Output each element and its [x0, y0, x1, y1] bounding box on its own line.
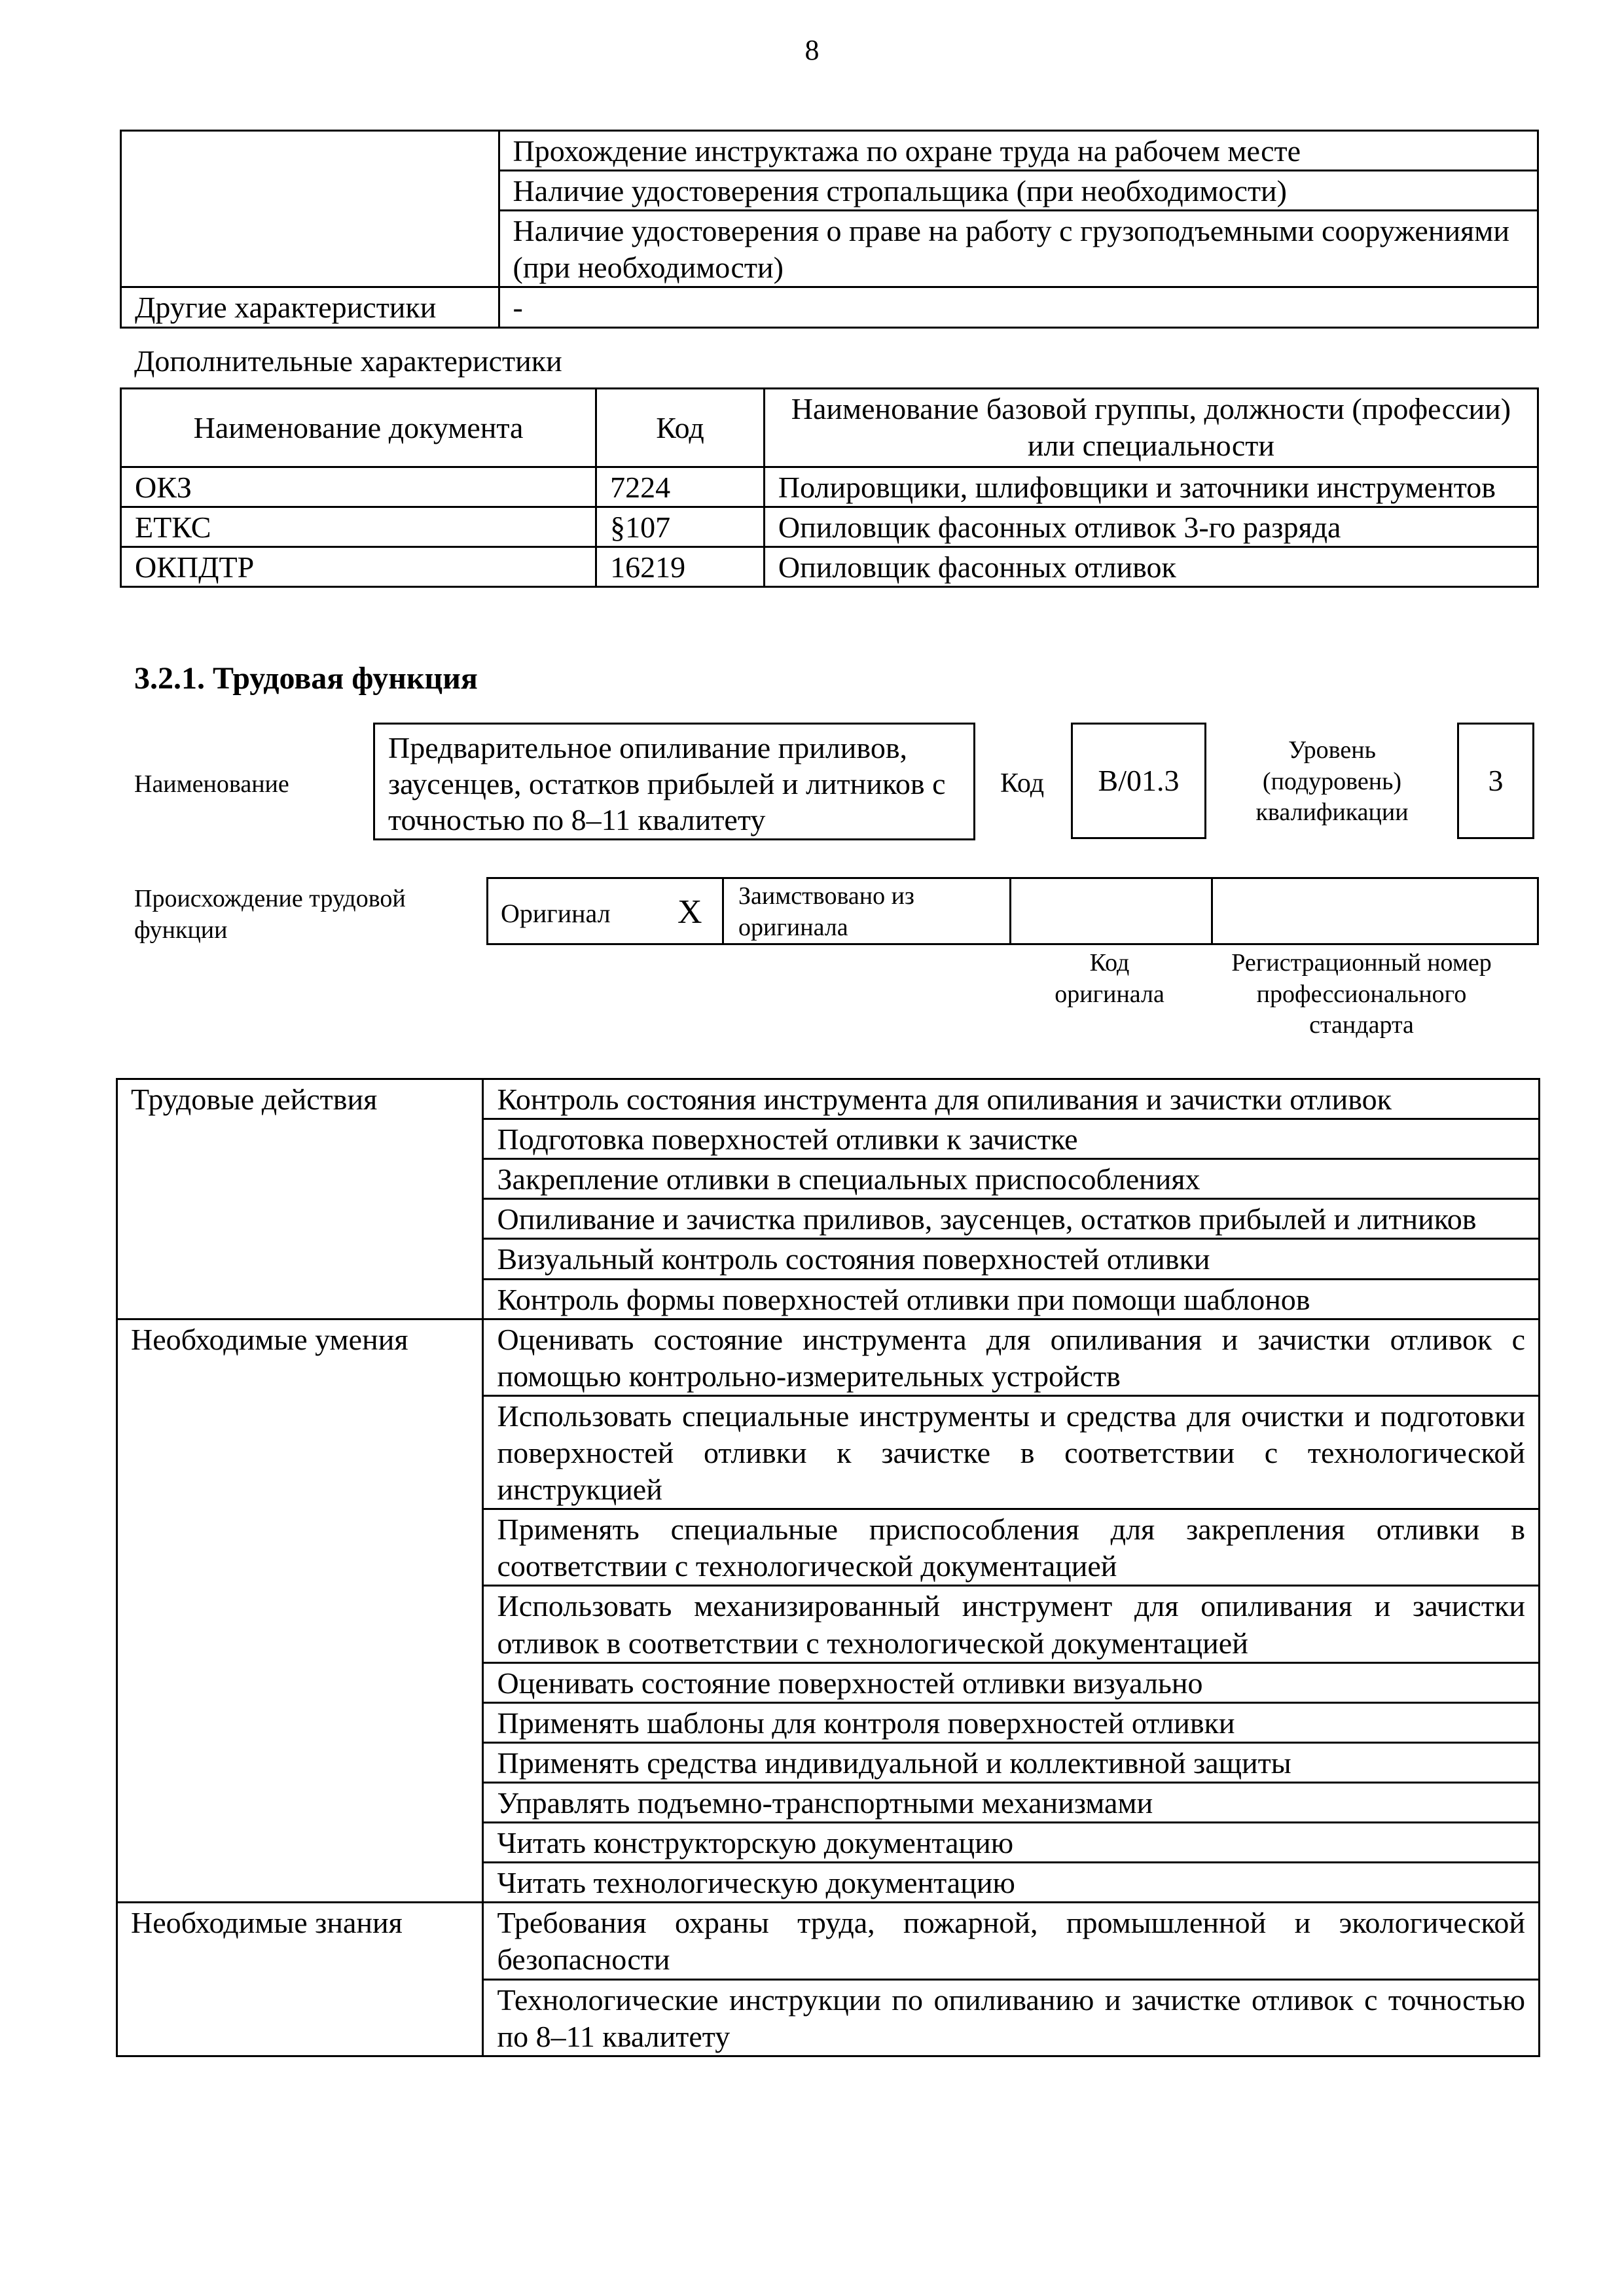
page-number: 8 — [804, 34, 820, 66]
top-requirements-table — [120, 130, 1539, 329]
requirement-item: Наличие удостоверения о праве на работу с грузоподъемными сооружениями (при необходимости) — [499, 211, 1538, 287]
table-row: Опиливание и зачистка приливов, заусенцев, остатков прибылей и литников — [483, 1199, 1540, 1239]
origin-borrowed-label: Заимствовано из оригинала — [738, 882, 914, 941]
origin-row — [486, 877, 1539, 945]
table-row: Читать технологическую документацию — [483, 1863, 1540, 1903]
table-row: Использовать механизированный инструмент для опиливания и зачистки отливок в соответствии с технологической документацией — [483, 1586, 1540, 1662]
section-label: Трудовые действия — [117, 1079, 483, 1319]
function-name-value: Предварительное опиливание приливов, заусенцев, остатков прибылей и литников с точностью по 8–11 квалитету — [388, 731, 946, 837]
header-code: Код — [596, 389, 765, 467]
table-row: Визуальный контроль состояния поверхностей отливки — [483, 1239, 1540, 1279]
table-row: Контроль состояния инструмента для опиливания и зачистки отливок — [483, 1079, 1540, 1119]
table-row: Оценивать состояние поверхностей отливки визуально — [483, 1662, 1540, 1702]
empty-label-cell — [121, 131, 499, 287]
function-name-label: Наименование — [134, 770, 289, 798]
table-row: Требования охраны труда, пожарной, промышленной и экологической безопасности — [483, 1903, 1540, 1979]
table-row: Оценивать состояние инструмента для опиливания и зачистки отливок с помощью контрольно-измерительных устройств — [483, 1319, 1540, 1395]
origin-mark: X — [677, 893, 702, 931]
section-label: Необходимые умения — [117, 1319, 483, 1903]
qualification-level-label: Уровень (подуровень) квалификации — [1255, 736, 1409, 826]
table-row: Технологические инструкции по опиливанию и зачистке отливок с точностью по 8–11 квалитету — [483, 1979, 1540, 2056]
code-cell: 16219 — [596, 547, 765, 587]
labor-function-table — [116, 1078, 1540, 2057]
origin-divider — [1009, 877, 1011, 945]
origin-registration-caption: Регистрационный номер профессионального стандарта — [1231, 949, 1492, 1039]
additional-characteristics-table — [120, 387, 1539, 588]
table-row: Применять специальные приспособления для закрепления отливки в соответствии с технологической документацией — [483, 1509, 1540, 1586]
table-row: Применять шаблоны для контроля поверхностей отливки — [483, 1702, 1540, 1742]
origin-code-caption: Код оригинала — [1055, 949, 1164, 1008]
table-row: Применять средства индивидуальной и коллективной защиты — [483, 1742, 1540, 1782]
header-name: Наименование базовой группы, должности (профессии) или специальности — [764, 389, 1538, 467]
name-cell: Полировщики, шлифовщики и заточники инструментов — [764, 467, 1538, 507]
section-label: Необходимые знания — [117, 1903, 483, 2056]
name-cell: Опиловщик фасонных отливок 3-го разряда — [764, 507, 1538, 547]
requirement-item: Наличие удостоверения стропальщика (при необходимости) — [499, 171, 1538, 211]
qualification-level-value: 3 — [1488, 763, 1504, 797]
doc-cell: ОКПДТР — [121, 547, 596, 587]
function-name-box — [373, 723, 975, 840]
doc-cell: ЕТКС — [121, 507, 596, 547]
function-code-label: Код — [1000, 768, 1045, 798]
origin-original-label: Оригинал — [501, 899, 611, 928]
function-heading: 3.2.1. Трудовая функция — [134, 661, 478, 696]
origin-divider — [722, 877, 724, 945]
table-row: Контроль формы поверхностей отливки при помощи шаблонов — [483, 1279, 1540, 1319]
doc-cell: ОКЗ — [121, 467, 596, 507]
other-characteristics-label: Другие характеристики — [121, 287, 499, 327]
table-row: Подготовка поверхностей отливки к зачистке — [483, 1119, 1540, 1159]
name-cell: Опиловщик фасонных отливок — [764, 547, 1538, 587]
function-code-box — [1071, 723, 1206, 839]
additional-heading: Дополнительные характеристики — [134, 344, 562, 378]
header-doc: Наименование документа — [121, 389, 596, 467]
code-cell: §107 — [596, 507, 765, 547]
other-characteristics-value: - — [499, 287, 1538, 327]
origin-divider — [1211, 877, 1213, 945]
table-row: Управлять подъемно-транспортными механизмами — [483, 1782, 1540, 1822]
qualification-level-box — [1457, 723, 1534, 839]
code-cell: 7224 — [596, 467, 765, 507]
table-row: Читать конструкторскую документацию — [483, 1823, 1540, 1863]
requirement-item: Прохождение инструктажа по охране труда на рабочем месте — [499, 131, 1538, 171]
origin-label: Происхождение трудовой функции — [134, 885, 406, 944]
table-row: Использовать специальные инструменты и средства для очистки и подготовки поверхностей отливки к зачистке в соответствии с технологической инструкцией — [483, 1395, 1540, 1509]
table-row: Закрепление отливки в специальных приспособлениях — [483, 1159, 1540, 1199]
function-code-value: B/01.3 — [1098, 763, 1180, 797]
